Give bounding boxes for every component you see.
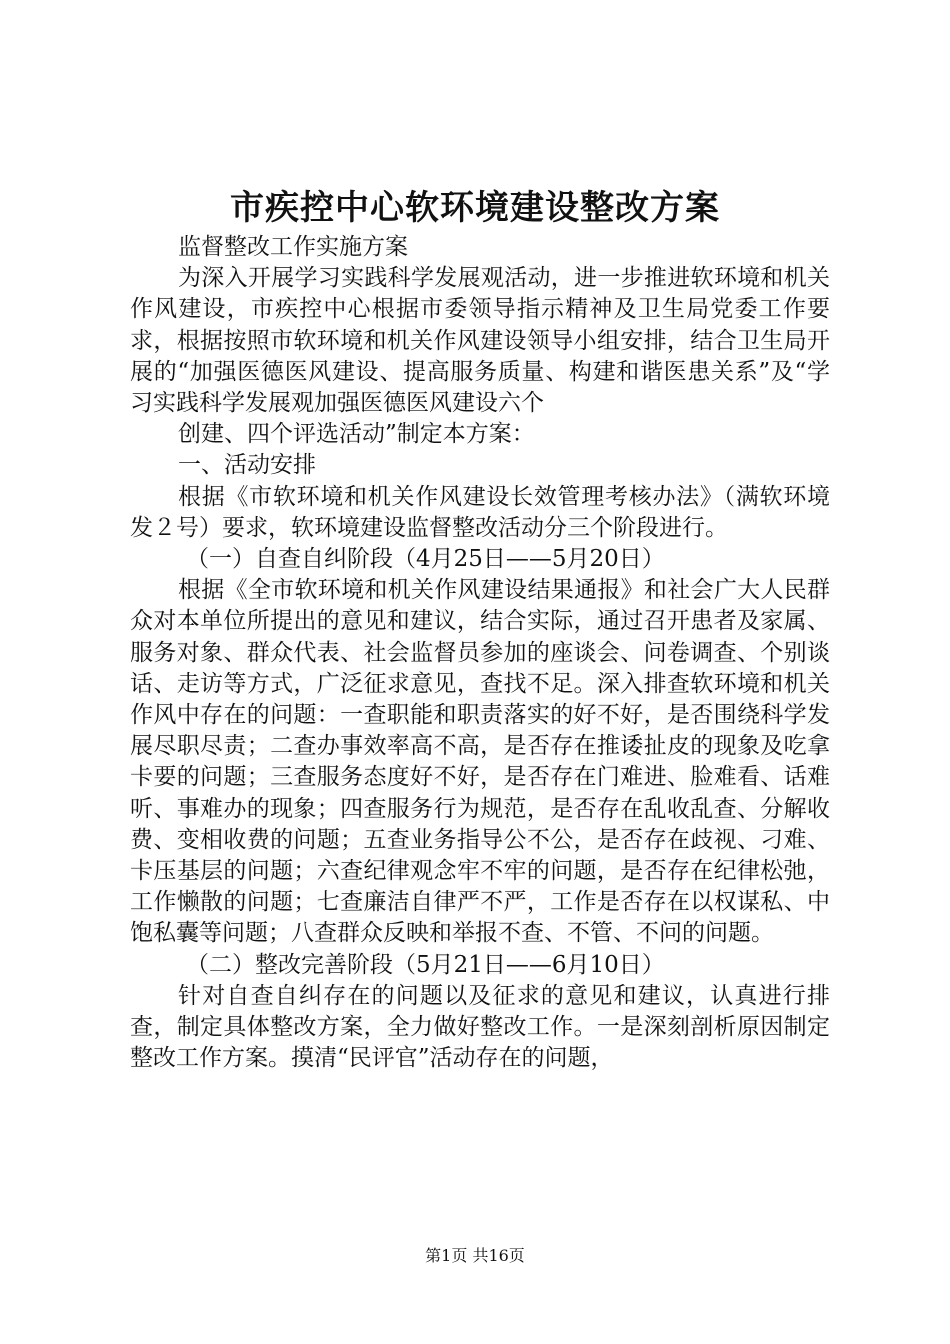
stage-heading-self-inspection: （一）自查自纠阶段（4月25日——5月20日）	[186, 546, 665, 573]
paragraph-subtitle: 监督整改工作实施方案	[178, 234, 408, 260]
page-number-footer: 第1页 共16页	[425, 1246, 525, 1265]
paragraph-intro: 为深入开展学习实践科学发展观活动，进一步推进软环境和机关作风建设，市疾控中心根据市委领导指示精神及卫生局党委工作要求，根据按照市软环境和机关作风建设领导小组安排，结合卫生局开展的“加强医德医风建设、提高服务质量、构建和谐医患关系”及“学习实践科学发展观加强医德医风建设六个	[130, 265, 830, 417]
paragraph-intro-continued: 创建、四个评选活动”制定本方案：	[178, 421, 535, 448]
section-heading-activity-arrangement: 一、活动安排	[178, 452, 316, 479]
paragraph-rectification: 针对自查自纠存在的问题以及征求的意见和建议，认真进行排查，制定具体整改方案，全力做好整改工作。一是深刻剖析原因制定整改工作方案。摸清“民评官”活动存在的问题，	[130, 982, 830, 1072]
paragraph-stages: 根据《市软环境和机关作风建设长效管理考核办法》（满软环境发２号）要求，软环境建设监督整改活动分三个阶段进行。	[130, 483, 830, 541]
paragraph-self-inspection: 根据《全市软环境和机关作风建设结果通报》和社会广大人民群众对本单位所提出的意见和建议，结合实际，通过召开患者及家属、服务对象、群众代表、社会监督员参加的座谈会、问卷调查、个别谈话、走访等方式，广泛征求意见，查找不足。深入排查软环境和机关作风中存在的问题：一查职能和职责落实的好不好，是否围绕科学发展尽职尽责；二查办事效率高不高，是否存在推诿扯皮的现象及吃拿卡要的问题；三查服务态度好不好，是否存在门难进、脸难看、话难听、事难办的现象；四查服务行为规范，是否存在乱收乱查、分解收费、变相收费的问题；五查业务指导公不公，是否存在歧视、刁难、卡压基层的问题；六查纪律观念牢不牢的问题，是否存在纪律松弛，工作懒散的问题；七查廉洁自律严不严，工作是否存在以权谋私、中饱私囊等问题；八查群众反映和举报不查、不管、不问的问题。	[130, 577, 830, 947]
document-body	[130, 232, 830, 1074]
document-title: 市疾控中心软环境建设整改方案	[230, 188, 720, 228]
stage-heading-rectification: （二）整改完善阶段（5月21日——6月10日）	[186, 951, 665, 978]
